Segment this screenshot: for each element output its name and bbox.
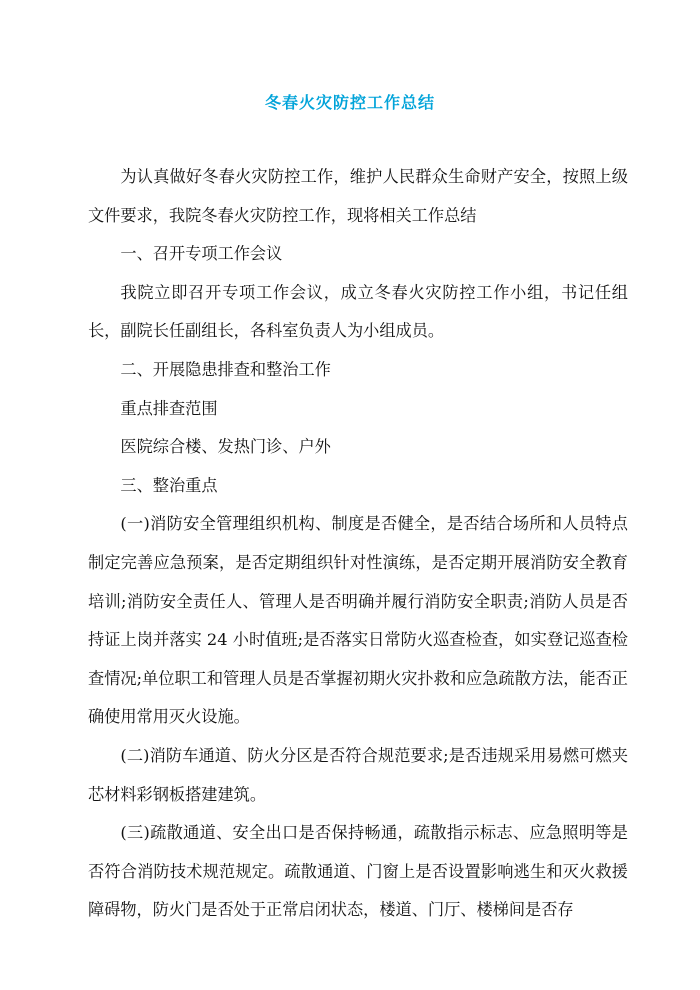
paragraph-section-1: 我院立即召开专项工作会议，成立冬春火灾防控工作小组，书记任组长，副院长任副组长，各科室负责人为小组成员。 xyxy=(88,282,628,341)
paragraph-item-2: (二)消防车通道、防火分区是否符合规范要求;是否违规采用易燃可燃夹芯材料彩钢板搭建建筑。 xyxy=(88,745,628,804)
document-body xyxy=(88,158,628,930)
heading-section-2: 二、开展隐患排查和整治工作 xyxy=(120,359,331,379)
paragraph-item-3: (三)疏散通道、安全出口是否保持畅通，疏散指示标志、应急照明等是否符合消防技术规范规定。疏散通道、门窗上是否设置影响逃生和灭火救援障碍物，防火门是否处于正常启闭状态，楼道、门厅、楼梯间是否存 xyxy=(88,823,628,920)
heading-section-1: 一、召开专项工作会议 xyxy=(120,244,283,264)
subheading-scope: 重点排查范围 xyxy=(120,398,218,418)
paragraph-scope: 医院综合楼、发热门诊、户外 xyxy=(120,437,331,457)
paragraph-item-1: (一)消防安全管理组织机构、制度是否健全，是否结合场所和人员特点制定完善应急预案，是否定期组织针对性演练，是否定期开展消防安全教育培训;消防安全责任人、管理人是否明确并履行消防安全职责;消防人员是否持证上岗并落实 24 小时值班;是否落实日常防火巡查检查，如实登记巡查检查情况;单位职工和管理人员是否掌握初期火灾扑救和应急疏散方法，能否正确使用常用灭火设施。 xyxy=(88,514,628,727)
document-title: 冬春火灾防控工作总结 xyxy=(264,93,435,112)
paragraph-intro: 为认真做好冬春火灾防控工作，维护人民群众生命财产安全，按照上级文件要求，我院冬春火灾防控工作，现将相关工作总结 xyxy=(88,167,628,225)
heading-section-3: 三、整治重点 xyxy=(120,475,218,495)
